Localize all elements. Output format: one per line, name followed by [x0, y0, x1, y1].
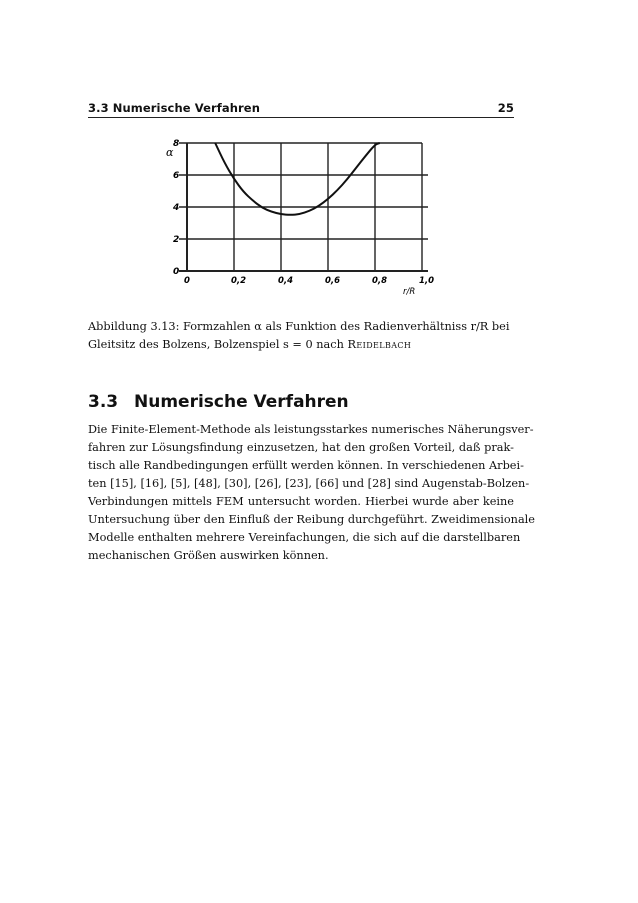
body-paragraph [88, 421, 535, 565]
running-header-title: 3.3 Numerische Verfahren [88, 101, 260, 115]
x-axis-label: r/R [403, 287, 416, 297]
y-tick-label: 0 [173, 267, 180, 277]
y-tick-label: 2 [173, 235, 180, 245]
section-title: Numerische Verfahren [134, 392, 349, 412]
section-heading [88, 392, 514, 412]
section-number: 3.3 [88, 392, 119, 412]
body-line: Modelle enthalten mehrere Vereinfachungen, die sich auf die darstellbaren [88, 531, 521, 544]
y-tick-label: 4 [173, 203, 180, 213]
body-line: Untersuchung über den Einfluß der Reibung durchgeführt. Zweidimensionale [88, 513, 535, 526]
x-tick-label: 1,0 [419, 276, 435, 286]
body-line: mechanischen Größen auswirken können. [88, 549, 329, 562]
running-header [88, 101, 514, 115]
body-line: tisch alle Randbedingungen erfüllt werden können. In verschiedenen Arbei- [88, 459, 524, 472]
x-tick-label: 0 [184, 276, 190, 286]
chart-svg [160, 132, 450, 304]
x-tick-label: 0,2 [231, 276, 247, 286]
body-line: ten [15], [16], [5], [48], [30], [26], [23], [66] und [28] sind Augenstab-Bolzen- [88, 477, 530, 490]
caption-line-2 [88, 336, 514, 354]
y-tick-label: 6 [173, 171, 180, 181]
figure-formzahl-chart [160, 132, 450, 304]
y-axis-label: α [166, 146, 174, 159]
body-line: Verbindungen mittels FEM untersucht worden. Hierbei wurde aber keine [88, 495, 514, 508]
body-line: fahren zur Lösungsfindung einzusetzen, hat den großen Vorteil, daß prak- [88, 441, 514, 454]
x-tick-label: 0,6 [325, 276, 341, 286]
x-tick-label: 0,4 [278, 276, 294, 286]
x-tick-label: 0,8 [372, 276, 388, 286]
page-number: 25 [497, 101, 514, 115]
y-tick-label: 8 [173, 139, 180, 149]
body-line: Die Finite-Element-Methode als leistungsstarkes numerisches Näherungsver- [88, 423, 534, 436]
caption-author: Reidelbach [347, 338, 412, 351]
caption-line-2-text: Gleitsitz des Bolzens, Bolzenspiel s = 0 nach [88, 338, 344, 351]
figure-caption [88, 318, 514, 354]
caption-line-1: Abbildung 3.13: Formzahlen α als Funktion des Radienverhältniss r/R bei [88, 320, 510, 333]
header-rule [88, 117, 514, 118]
series-line-formzahl [215, 143, 380, 215]
